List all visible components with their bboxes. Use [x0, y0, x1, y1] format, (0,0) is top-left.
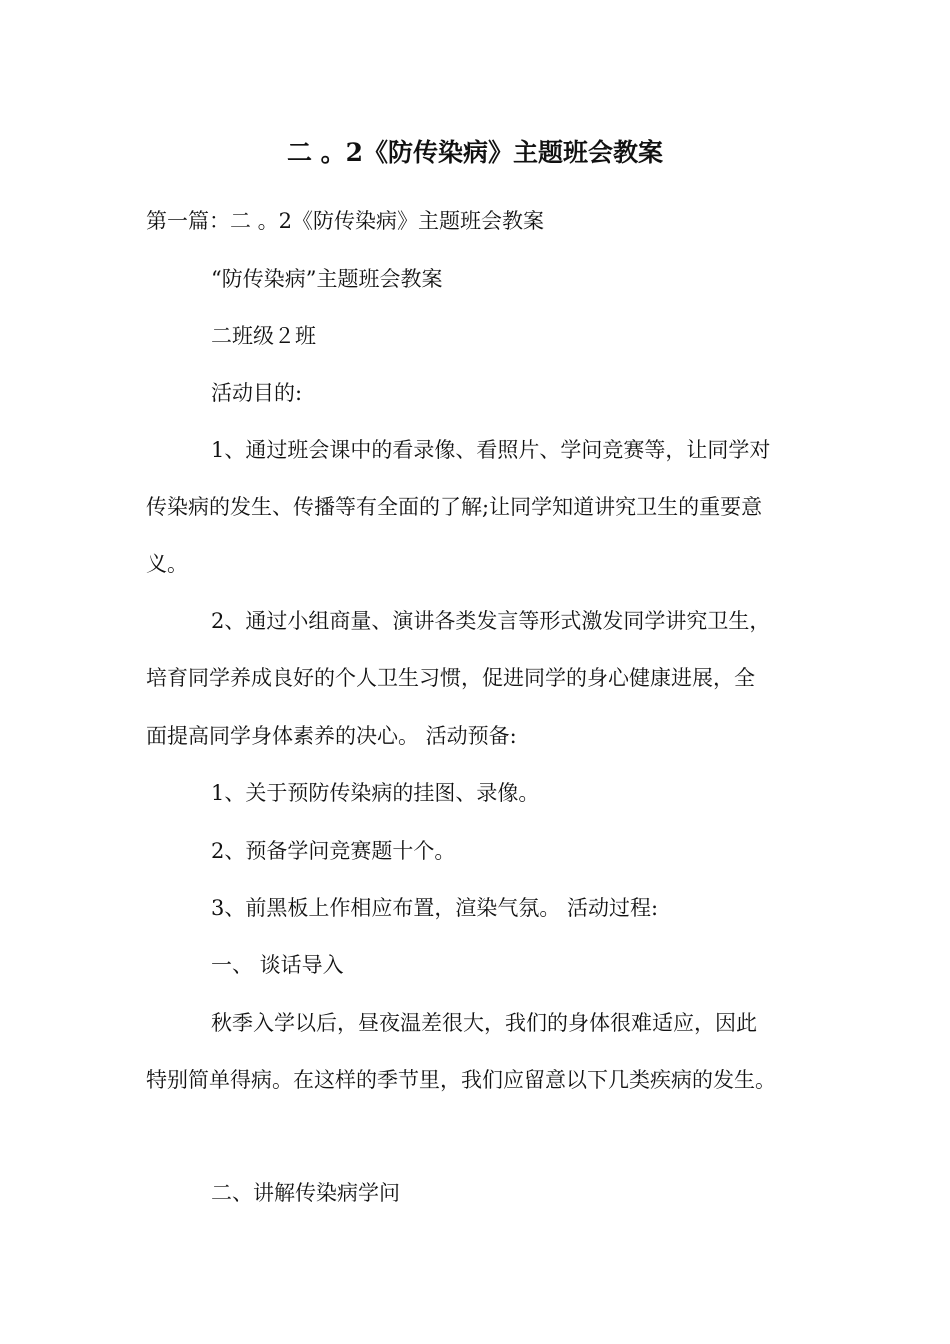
list-item: 2、预备学问竞赛题十个。: [211, 839, 456, 863]
paragraph-line: 培育同学养成良好的个人卫生习惯，促进同学的身心健康进展，全: [146, 666, 755, 690]
lesson-title: “防传染病”主题班会教案: [211, 267, 443, 291]
paragraph-line: 秋季入学以后，昼夜温差很大，我们的身体很难适应，因此: [211, 1011, 757, 1035]
paragraph-line: 义。: [146, 552, 188, 576]
section-heading: 一、 谈话导入: [211, 953, 344, 977]
paragraph-line: 特别简单得病。在这样的季节里，我们应留意以下几类疾病的发生。: [146, 1068, 776, 1092]
section-heading: 二、讲解传染病学问: [211, 1181, 400, 1205]
paragraph-line: 传染病的发生、传播等有全面的了解;让同学知道讲究卫生的重要意: [146, 495, 763, 519]
document-title: 二 。2《防传染病》主题班会教案: [286, 138, 664, 167]
chapter-heading: 第一篇：二 。2《防传染病》主题班会教案: [146, 209, 545, 233]
paragraph-line: 1、通过班会课中的看录像、看照片、学问竞赛等，让同学对: [211, 438, 771, 462]
paragraph-line: 面提高同学身体素养的决心。 活动预备:: [146, 724, 517, 748]
section-goals: 活动目的:: [211, 381, 303, 405]
paragraph-line: 2、通过小组商量、演讲各类发言等形式激发同学讲究卫生，: [211, 609, 771, 633]
class-info: 二班级２班: [211, 324, 316, 348]
list-item: 3、前黑板上作相应布置，渲染气氛。 活动过程:: [211, 896, 659, 920]
list-item: 1、关于预防传染病的挂图、录像。: [211, 781, 540, 805]
